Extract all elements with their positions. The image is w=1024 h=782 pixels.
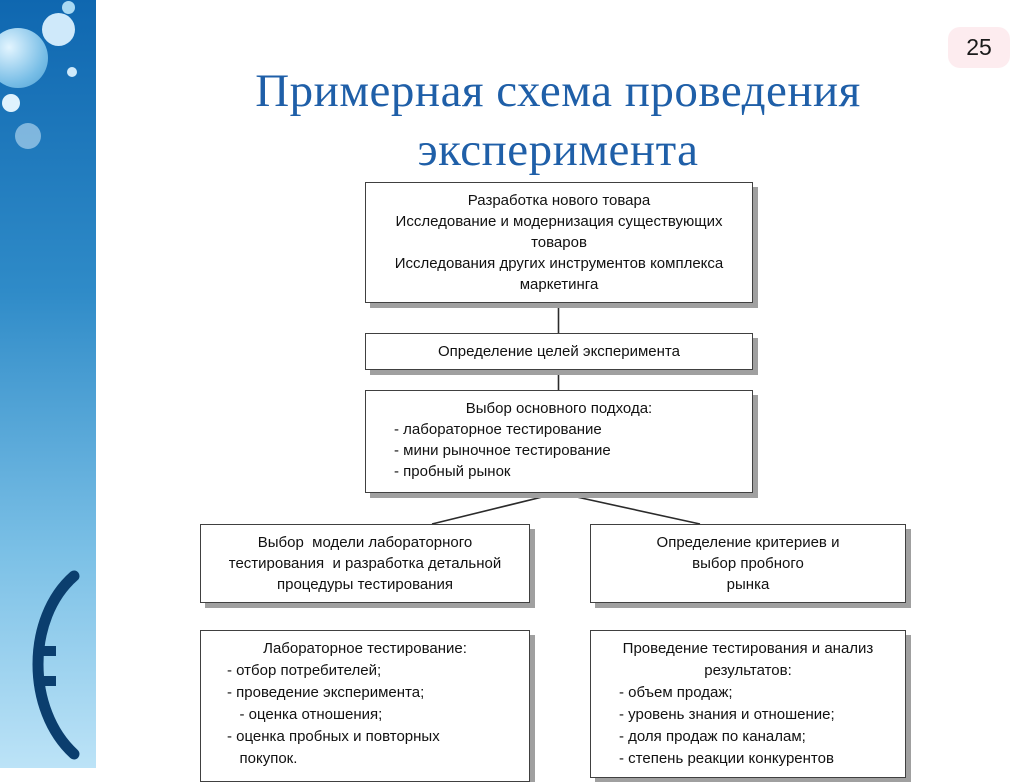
text-line: товаров: [531, 234, 587, 251]
text-line: - проведение эксперимента;: [227, 684, 425, 701]
sidebar-decoration: [0, 0, 96, 768]
text-line: - оценка отношения;: [227, 706, 383, 723]
slide-title-line1: Примерная схема проведения: [255, 65, 861, 117]
text-line: - объем продаж;: [619, 684, 733, 701]
page-number: 25: [966, 34, 992, 60]
flow-box-goals: [365, 333, 753, 370]
bubble-circle-icon: [2, 94, 20, 112]
text-line: покупок.: [227, 750, 298, 767]
box-lab-testing-title: Лабораторное тестирование:: [263, 640, 467, 657]
text-line: - отбор потребителей;: [227, 662, 382, 679]
text-line: Проведение тестирования и анализ: [622, 640, 874, 657]
text-line: тестирования и разработка детальной: [228, 555, 502, 572]
text-line: - лабораторное тестирование: [394, 421, 602, 438]
text-line: - доля продаж по каналам;: [619, 728, 806, 745]
bubble-circle-icon: [0, 28, 48, 88]
text-line: выбор пробного: [692, 555, 804, 572]
flow-box-lab-model: [200, 524, 530, 603]
text-line: Определение критериев и: [656, 534, 840, 551]
flow-box-criteria: [590, 524, 906, 603]
box-approach-items: [366, 419, 752, 482]
slide-title-line2: эксперимента: [417, 124, 699, 176]
bubble-circle-icon: [42, 13, 75, 46]
text-line: - мини рыночное тестирование: [394, 442, 611, 459]
box-test-analysis-title: [591, 638, 905, 682]
box-approach-title: Выбор основного подхода:: [465, 400, 653, 417]
text-line: Исследование и модернизация существующих: [395, 213, 723, 230]
text-line: - пробный рынок: [394, 463, 511, 480]
box-test-analysis-items: [591, 682, 905, 770]
bubble-circle-icon: [15, 123, 41, 149]
text-line: маркетинга: [519, 276, 599, 293]
slide-title: [100, 62, 1016, 180]
text-line: - уровень знания и отношение;: [619, 706, 835, 723]
text-line: процедуры тестирования: [276, 576, 454, 593]
text-line: рынка: [726, 576, 770, 593]
text-line: Исследования других инструментов комплекса: [394, 255, 724, 272]
bubble-circle-icon: [67, 67, 77, 77]
text-line: - оценка пробных и повторных: [227, 728, 440, 745]
box-lab-testing-items: [201, 660, 529, 770]
text-line: результатов:: [704, 662, 792, 679]
text-line: - степень реакции конкурентов: [619, 750, 834, 767]
flow-box-approach: [365, 390, 753, 493]
flow-box-development: [365, 182, 753, 303]
text-line: Разработка нового товара: [467, 192, 651, 209]
text-line: Выбор модели лабораторного: [257, 534, 473, 551]
flow-box-test-analysis: [590, 630, 906, 778]
text-line: Определение целей эксперимента: [438, 343, 680, 360]
bubble-circle-icon: [62, 1, 75, 14]
flow-box-lab-testing: [200, 630, 530, 782]
swoosh-arc-icon: [0, 558, 96, 768]
